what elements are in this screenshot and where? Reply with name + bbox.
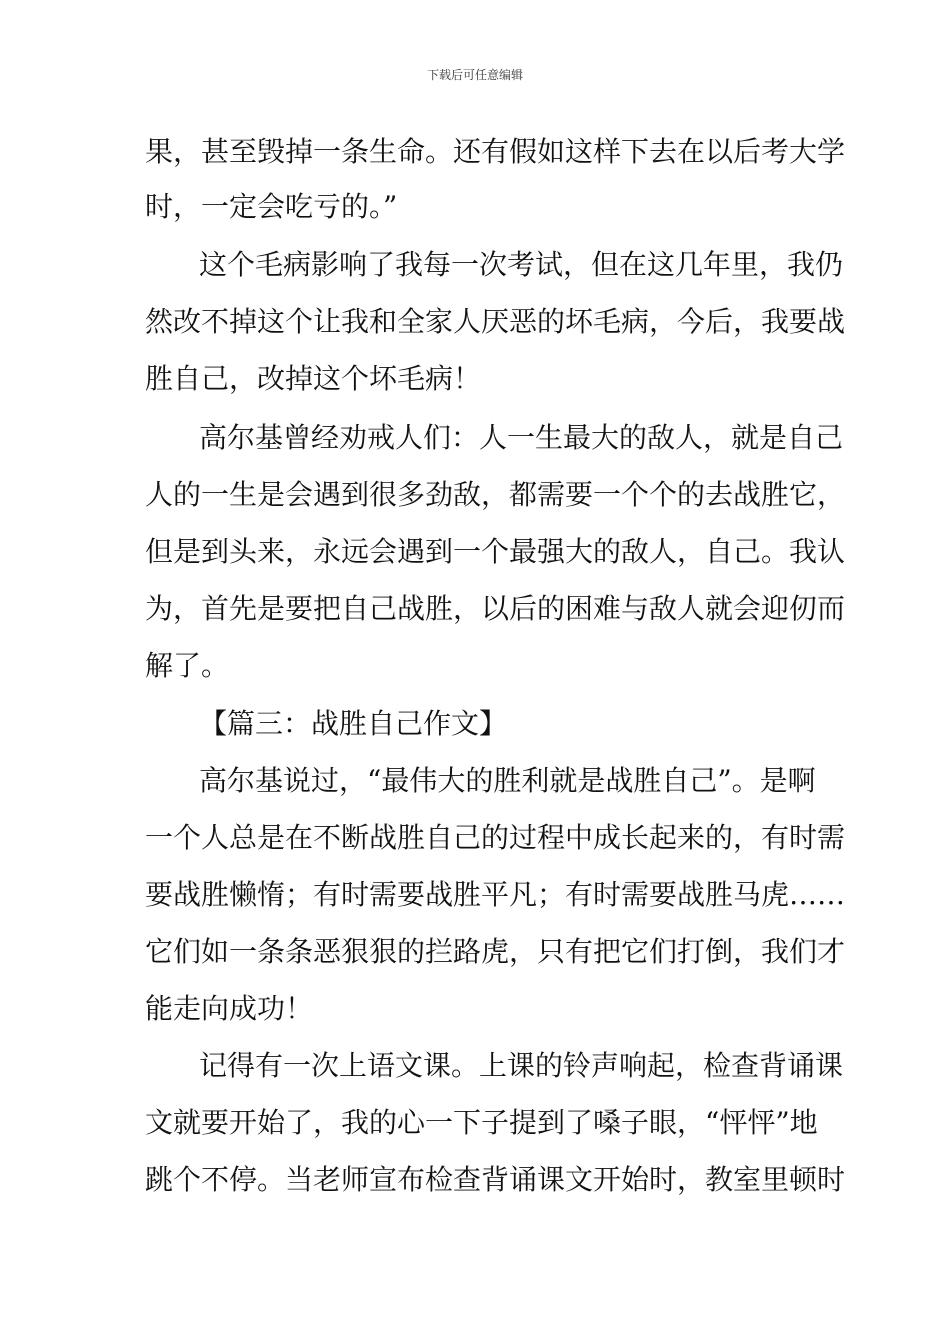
- text-line: 它们如一条条恶狠狠的拦路虎，只有把它们打倒，我们才: [145, 935, 846, 968]
- text-line: 为，首先是要把自己战胜，以后的困难与敌人就会迎仞而: [145, 592, 846, 625]
- page-header: 下载后可任意编辑: [426, 68, 523, 82]
- text-line: 解了。: [145, 649, 230, 682]
- text-line: 人的一生是会遇到很多劲敌，都需要一个个的去战胜它，: [145, 478, 846, 511]
- text-line: 要战胜懒惰；有时需要战胜平凡；有时需要战胜马虎……: [145, 878, 846, 911]
- text-line: 一个人总是在不断战胜自己的过程中成长起来的，有时需: [145, 821, 846, 854]
- text-line: 但是到头来，永远会遇到一个最强大的敌人，自己。我认: [145, 535, 846, 568]
- text-line: 然改不掉这个让我和全家人厌恶的坏毛病，今后，我要战: [145, 305, 846, 338]
- text-line: 跳个不停。当老师宣布检查背诵课文开始时，教室里顿时: [145, 1163, 846, 1196]
- text-line: 时，一定会吃亏的。”: [145, 190, 398, 223]
- text-line: 胜自己，改掉这个坏毛病！: [145, 362, 482, 395]
- section-heading: 【篇三：战胜自己作文】: [199, 707, 508, 740]
- text-line: 果，甚至毁掉一条生命。还有假如这样下去在以后考大学: [145, 135, 846, 168]
- text-line: 文就要开始了，我的心一下子提到了嗓子眼，“怦怦”地: [145, 1106, 818, 1139]
- text-line: 记得有一次上语文课。上课的铃声响起，检查背诵课: [199, 1049, 844, 1082]
- text-line: 能走向成功！: [145, 992, 314, 1025]
- text-line: 高尔基说过，“最伟大的胜利就是战胜自己”。是啊: [199, 764, 816, 797]
- text-line: 这个毛病影响了我每一次考试，但在这几年里，我仍: [199, 248, 844, 281]
- text-line: 高尔基曾经劝戒人们：人一生最大的敌人，就是自己: [199, 421, 844, 454]
